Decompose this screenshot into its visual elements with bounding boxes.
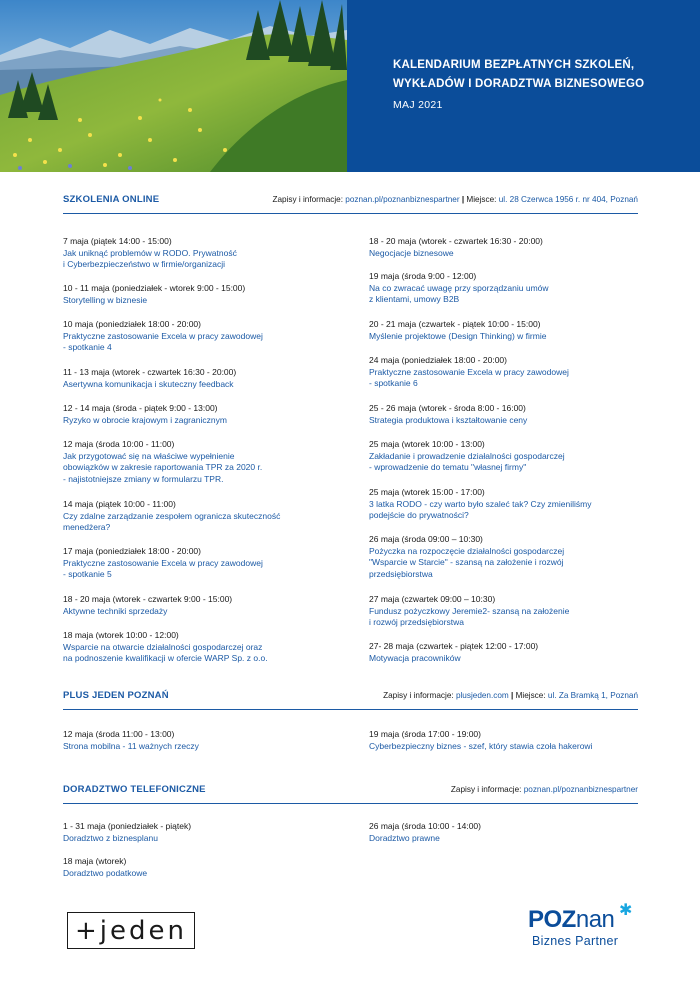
event-item: [369, 236, 639, 259]
event-item: [369, 821, 639, 844]
event-title[interactable]: Aktywne techniki sprzedaży: [63, 605, 168, 616]
event-item: [63, 439, 333, 485]
section-info: [451, 785, 638, 794]
event-title[interactable]: Strona mobilna - 11 ważnych rzeczy: [63, 740, 199, 751]
event-item: [369, 403, 639, 426]
info-prefix: Zapisy i informacje:: [272, 195, 346, 204]
event-item: [63, 319, 333, 354]
event-item: [63, 630, 333, 665]
event-date: 25 maja (wtorek 10:00 - 13:00): [369, 439, 485, 449]
info-prefix: Zapisy i informacje:: [383, 691, 456, 700]
event-item: [63, 856, 333, 879]
event-title[interactable]: Strategia produktowa i kształtowanie ceny: [369, 414, 528, 425]
event-date: 20 - 21 maja (czwartek - piątek 10:00 - 15:00): [369, 319, 541, 329]
asterisk-icon: ✱: [619, 902, 633, 919]
event-date: 14 maja (piątek 10:00 - 11:00): [63, 499, 176, 509]
separator: |: [459, 195, 467, 204]
plus-jeden-logo: [67, 912, 195, 949]
event-date: 10 - 11 maja (poniedziałek - wtorek 9:00 - 15:00): [63, 283, 246, 293]
event-title[interactable]: Jak przygotować się na właściwe wypełnienie obowiązków w zakresie raportowania TPR za 2020 r. - najistotniejsze zmiany w formularzu TPR.: [63, 450, 263, 484]
event-item: [63, 729, 333, 752]
event-date: 10 maja (poniedziałek 18:00 - 20:00): [63, 319, 201, 329]
event-title[interactable]: Doradztwo z biznesplanu: [63, 832, 158, 843]
poznan-lower: nan: [575, 906, 615, 933]
event-date: 27- 28 maja (czwartek - piątek 12:00 - 17:00): [369, 641, 539, 651]
place-prefix: Miejsce:: [466, 195, 499, 204]
event-date: 18 maja (wtorek 10:00 - 12:00): [63, 630, 179, 640]
poznan-upper: POZ: [528, 906, 576, 933]
event-title[interactable]: Cyberbezpieczny biznes - szef, który stawia czoła hakerowi: [369, 740, 593, 751]
mountain-meadow-photo: [0, 0, 347, 172]
section-info: [383, 691, 638, 700]
poznan-wordmark: [528, 906, 614, 934]
section-header-online: [63, 192, 638, 214]
event-title[interactable]: Pożyczka na rozpoczęcie działalności gospodarczej "Wsparcie w Starcie" - szansą na założenie i rozwój przedsiębiorstwa: [369, 545, 565, 579]
event-date: 7 maja (piątek 14:00 - 15:00): [63, 236, 172, 246]
signup-link[interactable]: poznan.pl/poznanbiznespartner: [345, 195, 460, 204]
event-date: 25 - 26 maja (wtorek - środa 8:00 - 16:00): [369, 403, 526, 413]
event-item: [369, 594, 639, 629]
event-item: [369, 641, 639, 664]
event-date: 24 maja (poniedziałek 18:00 - 20:00): [369, 355, 507, 365]
event-title[interactable]: Na co zwracać uwagę przy sporządzaniu umów z klientami, umowy B2B: [369, 282, 549, 304]
event-date: 19 maja (środa 17:00 - 19:00): [369, 729, 481, 739]
place-address: ul. 28 Czerwca 1956 r. nr 404, Poznań: [498, 195, 638, 204]
section-info: [272, 195, 638, 204]
event-item: [63, 594, 333, 617]
event-item: [63, 367, 333, 390]
event-item: [369, 534, 639, 580]
event-title[interactable]: Praktyczne zastosowanie Excela w pracy zawodowej - spotkanie 4: [63, 330, 263, 352]
event-title[interactable]: Zakładanie i prowadzenie działalności gospodarczej - wprowadzenie do tematu "własnej firmy": [369, 450, 565, 472]
event-title[interactable]: Negocjacje biznesowe: [369, 247, 454, 258]
event-title[interactable]: Doradztwo podatkowe: [63, 867, 148, 878]
section-title: SZKOLENIA ONLINE: [63, 194, 160, 205]
event-title[interactable]: Jak uniknąć problemów w RODO. Prywatność i Cyberbezpieczeństwo w firmie/organizacji: [63, 247, 237, 269]
title-line-1: KALENDARIUM BEZPŁATNYCH SZKOLEŃ,: [393, 59, 635, 71]
event-title[interactable]: Ryzyko w obrocie krajowym i zagranicznym: [63, 414, 227, 425]
event-date: 25 maja (wtorek 15:00 - 17:00): [369, 487, 485, 497]
event-title[interactable]: Wsparcie na otwarcie działalności gospodarczej oraz na podnoszenie kwalifikacji w ofercie WARP Sp. z o.o.: [63, 641, 268, 663]
section-title: PLUS JEDEN POZNAŃ: [63, 690, 169, 701]
event-item: [63, 499, 333, 534]
event-date: 26 maja (środa 09:00 – 10:30): [369, 534, 483, 544]
separator: |: [508, 691, 516, 700]
page-title: [393, 56, 673, 94]
event-item: [63, 283, 333, 306]
biznes-partner-text: Biznes Partner: [532, 934, 619, 948]
poznan-biznes-partner-logo: [528, 902, 648, 956]
event-item: [63, 403, 333, 426]
event-item: [369, 487, 639, 522]
plus-jeden-logo-text: +jeden: [75, 915, 187, 946]
event-date: 1 - 31 maja (poniedziałek - piątek): [63, 821, 192, 831]
event-item: [63, 546, 333, 581]
header-banner: [0, 0, 700, 172]
event-title[interactable]: Doradztwo prawne: [369, 832, 440, 843]
event-date: 27 maja (czwartek 09:00 – 10:30): [369, 594, 496, 604]
event-item: [63, 236, 333, 271]
event-date: 19 maja (środa 9:00 - 12:00): [369, 271, 477, 281]
event-title[interactable]: Czy zdalne zarządzanie zespołem ogranicza skuteczność menedżera?: [63, 510, 281, 532]
event-title[interactable]: Praktyczne zastosowanie Excela w pracy zawodowej - spotkanie 6: [369, 366, 569, 388]
event-date: 26 maja (środa 10:00 - 14:00): [369, 821, 481, 831]
event-item: [369, 439, 639, 474]
event-date: 17 maja (poniedziałek 18:00 - 20:00): [63, 546, 201, 556]
title-line-2: WYKŁADÓW I DORADZTWA BIZNESOWEGO: [393, 78, 645, 90]
event-item: [369, 271, 639, 306]
event-title[interactable]: Asertywna komunikacja i skuteczny feedback: [63, 378, 234, 389]
event-item: [63, 821, 333, 844]
info-prefix: Zapisy i informacje:: [450, 785, 524, 794]
signup-link[interactable]: poznan.pl/poznanbiznespartner: [523, 785, 638, 794]
event-title[interactable]: Storytelling w biznesie: [63, 294, 148, 305]
event-date: 12 maja (środa 10:00 - 11:00): [63, 439, 175, 449]
event-item: [369, 319, 639, 342]
event-date: 11 - 13 maja (wtorek - czwartek 16:30 - 20:00): [63, 367, 237, 377]
event-item: [369, 729, 659, 752]
event-title[interactable]: Motywacja pracowników: [369, 652, 461, 663]
event-date: 12 - 14 maja (środa - piątek 9:00 - 13:00): [63, 403, 218, 413]
event-title[interactable]: Praktyczne zastosowanie Excela w pracy zawodowej - spotkanie 5: [63, 557, 263, 579]
place-address: ul. Za Bramką 1, Poznań: [547, 691, 638, 700]
section-header-plus-jeden: [63, 688, 638, 710]
month-label: MAJ 2021: [393, 99, 443, 111]
event-date: 18 maja (wtorek): [63, 856, 127, 866]
event-date: 18 - 20 maja (wtorek - czwartek 16:30 - 20:00): [369, 236, 543, 246]
event-title[interactable]: Fundusz pożyczkowy Jeremie2- szansą na założenie i rozwój przedsiębiorstwa: [369, 605, 570, 627]
event-date: 12 maja (środa 11:00 - 13:00): [63, 729, 175, 739]
event-item: [369, 355, 639, 390]
event-title[interactable]: Myślenie projektowe (Design Thinking) w firmie: [369, 330, 547, 341]
event-title[interactable]: 3 latka RODO - czy warto było szaleć tak? Czy zmieniliśmy podejście do prywatności?: [369, 498, 592, 520]
place-prefix: Miejsce:: [515, 691, 548, 700]
section-header-phone-advice: [63, 782, 638, 804]
event-date: 18 - 20 maja (wtorek - czwartek 9:00 - 15:00): [63, 594, 233, 604]
section-title: DORADZTWO TELEFONICZNE: [63, 784, 206, 795]
signup-link[interactable]: plusjeden.com: [455, 691, 509, 700]
